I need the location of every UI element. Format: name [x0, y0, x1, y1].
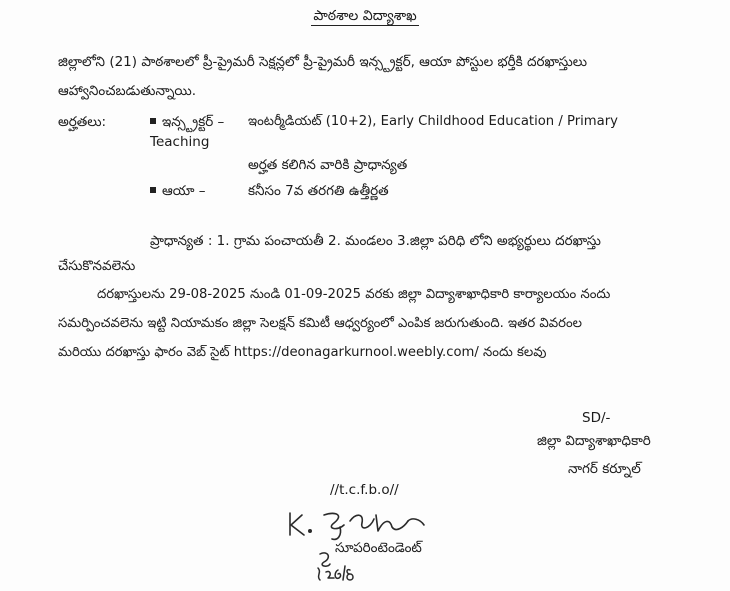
instructor-title-text: ఇన్స్ట్రక్టర్ – — [162, 114, 225, 130]
instructor-qualification-line-2: Teaching — [150, 134, 210, 150]
instructor-qualification-line-3: అర్హత కలిగిన వారికి ప్రాధాన్యత — [248, 157, 408, 173]
aaya-qualification: కనీసం 7వ తరగతి ఉత్తీర్ణత — [248, 183, 389, 199]
designation: జిల్లా విద్యాశాఖాధికారి — [537, 433, 651, 449]
initials-date-mark — [312, 548, 362, 586]
place-name: నాగర్ కర్నూల్ — [568, 461, 641, 477]
dates-line-1: దరఖాస్తులను 29-08-2025 నుండి 01-09-2025 వరకు జిల్లా విద్యాశాఖాధికారి కార్యాలయం నందు — [97, 287, 611, 302]
priority-line-1: ప్రాధాన్యత : 1. గ్రామ పంచాయతీ 2. మండలం 3.జిల్లా పరిధి లోని అభ్యర్థులు దరఖాస్తు — [150, 233, 601, 249]
superintendent-label: సూపరింటెండెంట్ — [335, 540, 422, 556]
intro-line-1: జిల్లాలోని (21) పాఠశాలలో ప్రీ-ప్రైమరీ సెక్షన్లలో ప్రీ-ప్రైమరీ ఇన్స్ట్రక్టర్, ఆయా పోస్టుల భర్తీకి దరఖాస్తులు — [58, 54, 588, 70]
aaya-title — [150, 182, 206, 200]
instructor-qualification-line-1: ఇంటర్మీడియట్ (10+2), Early Childhood Education / Primary — [248, 114, 618, 129]
sd-mark: SD/- — [582, 410, 611, 426]
dates-line-2: సమర్పించవలెను ఇట్టి నియామకం జిల్లా సెలక్షన్ కమిటీ ఆధ్వర్యంలో ఎంపిక జరుగుతుంది. ఇతర వివరంల — [58, 316, 583, 331]
page-heading — [0, 7, 730, 25]
bullet-icon — [150, 187, 156, 193]
priority-line-2: చేసుకొనవలెను — [58, 258, 136, 274]
intro-line-2: ఆహ్వానించబడుతున్నాయి. — [58, 83, 197, 99]
bullet-icon — [150, 118, 156, 124]
aaya-title-text: ఆయా – — [162, 183, 206, 199]
instructor-title — [150, 113, 224, 131]
qualifications-label: అర్హతలు: — [58, 114, 107, 130]
heading-text: పాఠశాల విద్యాశాఖ — [313, 8, 417, 24]
tcfbo-mark: //t.c.f.b.o// — [330, 482, 399, 498]
dates-line-3: మరియు దరఖాస్తు ఫారం వెబ్ సైట్ https://deonagarkurnool.weebly.com/ నందు కలవు — [58, 345, 547, 360]
